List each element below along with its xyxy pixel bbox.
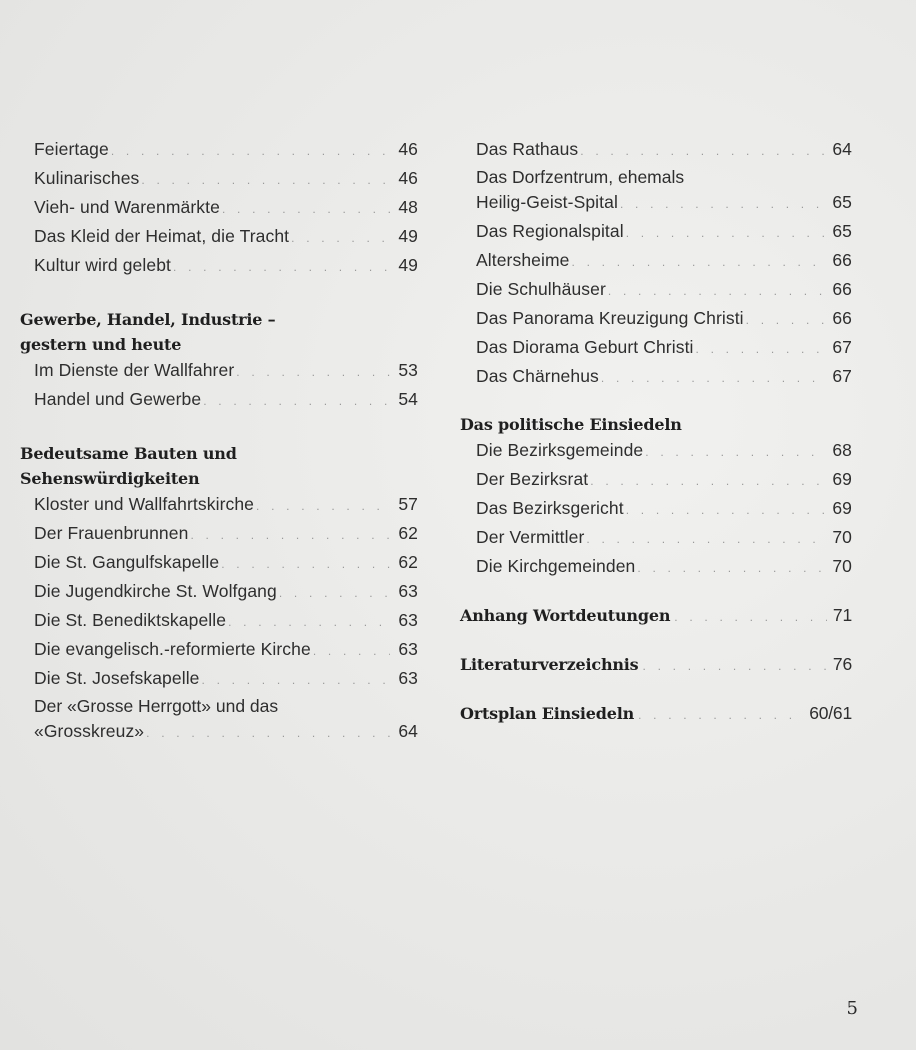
toc-entry[interactable]	[460, 276, 852, 305]
toc-section-2	[20, 307, 418, 415]
dot-leader	[221, 551, 390, 578]
toc-entry[interactable]	[460, 136, 852, 165]
dot-leader	[696, 336, 824, 363]
toc-entry-page: 62	[398, 552, 418, 572]
toc-entry-title: Die Jugendkirche St. Wolfgang	[34, 581, 277, 601]
toc-entry[interactable]	[460, 437, 852, 466]
toc-entry[interactable]	[460, 189, 852, 218]
dot-leader	[674, 604, 827, 631]
toc-entry[interactable]	[20, 136, 418, 165]
toc-entry-title: Das Diorama Geburt Christi	[476, 337, 694, 357]
toc-entry-title: Die Bezirksgemeinde	[476, 440, 644, 460]
toc-entry-title: Der Frauenbrunnen	[34, 523, 189, 543]
toc-section-buildings-cont	[460, 136, 852, 392]
toc-entry-page: 63	[398, 639, 418, 659]
toc-entry[interactable]	[20, 194, 418, 223]
toc-section-3	[20, 441, 418, 747]
toc-entry-title: Altersheime	[476, 250, 570, 270]
dot-leader	[590, 468, 824, 495]
dot-leader	[746, 307, 824, 334]
toc-entry[interactable]	[460, 524, 852, 553]
toc-entry[interactable]	[460, 334, 852, 363]
toc-entry[interactable]	[20, 252, 418, 281]
dot-leader	[645, 439, 824, 466]
dot-leader	[203, 388, 390, 415]
section-gap	[460, 392, 852, 412]
section-gap	[20, 281, 418, 307]
dot-leader	[256, 493, 390, 520]
toc-entry-title: Die Kirchgemeinden	[476, 556, 636, 576]
toc-left-column	[20, 136, 418, 747]
toc-entry-page: 70	[832, 527, 852, 547]
toc-entry-title: Das Regionalspital	[476, 221, 624, 241]
toc-entry-title: Das Bezirksgericht	[476, 498, 624, 518]
dot-leader	[222, 196, 390, 223]
toc-entry[interactable]	[20, 607, 418, 636]
toc-entry-page: 49	[398, 226, 418, 246]
toc-entry-page: 65	[832, 192, 852, 212]
dot-leader	[608, 278, 824, 305]
toc-entry-page: 63	[398, 581, 418, 601]
toc-entry[interactable]	[20, 578, 418, 607]
toc-entry-page: 76	[832, 654, 852, 674]
toc-entry-page: 66	[832, 279, 852, 299]
dot-leader	[586, 526, 824, 553]
toc-entry[interactable]	[460, 305, 852, 334]
toc-entry-title-line1[interactable]: Der «Grosse Herrgott» und das	[34, 696, 279, 716]
dot-leader	[141, 167, 390, 194]
toc-entry[interactable]	[20, 549, 418, 578]
toc-entry[interactable]	[20, 636, 418, 665]
toc-entry-title: Handel und Gewerbe	[34, 389, 202, 409]
toc-entry[interactable]	[20, 665, 418, 694]
toc-entry[interactable]	[20, 520, 418, 549]
toc-heading-entry-bibliography[interactable]	[460, 651, 852, 680]
toc-entry-page: 69	[832, 469, 852, 489]
toc-entry[interactable]	[460, 218, 852, 247]
section-heading: Literaturverzeichnis	[460, 655, 639, 674]
toc-entry-page: 71	[832, 605, 852, 625]
toc-entry-title: Das Panorama Kreuzigung Christi	[476, 308, 744, 328]
dot-leader	[620, 191, 824, 218]
section-heading-line[interactable]: gestern und heute	[20, 335, 182, 354]
toc-entry-title-line1[interactable]: Das Dorfzentrum, ehemals	[476, 167, 685, 187]
dot-leader	[173, 254, 390, 281]
toc-heading-entry-appendix[interactable]	[460, 602, 852, 631]
dot-leader	[228, 609, 390, 636]
section-heading[interactable]: Das politische Einsiedeln	[460, 415, 682, 434]
toc-entry-page: 70	[832, 556, 852, 576]
dot-leader	[580, 138, 824, 165]
toc-entry[interactable]	[20, 223, 418, 252]
toc-entry-title: Vieh- und Warenmärkte	[34, 197, 220, 217]
toc-entry[interactable]	[20, 165, 418, 194]
toc-entry[interactable]	[460, 247, 852, 276]
toc-entry-page: 68	[832, 440, 852, 460]
toc-entry-title: Die evangelisch.-reformierte Kirche	[34, 639, 311, 659]
toc-entry-title-line2: Heilig-Geist-Spital	[476, 192, 618, 212]
toc-entry-page: 62	[398, 523, 418, 543]
section-gap	[460, 680, 852, 700]
dot-leader	[111, 138, 390, 165]
toc-entry-title: Die St. Gangulfskapelle	[34, 552, 220, 572]
toc-entry[interactable]	[20, 491, 418, 520]
dot-leader	[236, 359, 390, 386]
dot-leader	[190, 522, 390, 549]
dot-leader	[643, 653, 827, 680]
toc-entry-page: 65	[832, 221, 852, 241]
toc-entry-title: Die St. Benediktskapelle	[34, 610, 227, 630]
toc-entry-title: Feiertage	[34, 139, 109, 159]
toc-entry-page: 63	[398, 610, 418, 630]
toc-entry-title: Kloster und Wallfahrtskirche	[34, 494, 255, 514]
section-heading: Ortsplan Einsiedeln	[460, 704, 635, 723]
page-number: 5	[846, 998, 858, 1019]
dot-leader	[638, 702, 803, 729]
toc-entry[interactable]	[20, 386, 418, 415]
toc-entry[interactable]	[460, 553, 852, 582]
toc-entry-page: 66	[832, 250, 852, 270]
toc-entry-page: 48	[398, 197, 418, 217]
dot-leader	[626, 220, 824, 247]
toc-section-1	[20, 136, 418, 281]
toc-entry-page: 64	[832, 139, 852, 159]
toc-entry-page: 67	[832, 366, 852, 386]
dot-leader	[626, 497, 824, 524]
section-heading: Anhang Wortdeutungen	[460, 606, 671, 625]
toc-entry-title: Die St. Josefskapelle	[34, 668, 200, 688]
toc-entry-page: 53	[398, 360, 418, 380]
toc-entry-page: 69	[832, 498, 852, 518]
toc-entry[interactable]	[460, 495, 852, 524]
toc-entry-page: 57	[398, 494, 418, 514]
toc-entry-page: 60/61	[809, 703, 852, 723]
dot-leader	[313, 638, 390, 665]
toc-entry[interactable]	[460, 363, 852, 392]
toc-section-politics	[460, 412, 852, 582]
toc-entry[interactable]	[20, 718, 418, 747]
dot-leader	[637, 555, 824, 582]
section-heading-line[interactable]: Gewerbe, Handel, Industrie –	[20, 310, 276, 329]
toc-entry-page: 49	[398, 255, 418, 275]
section-gap	[460, 582, 852, 602]
toc-entry-page: 67	[832, 337, 852, 357]
toc-entry-title: Das Rathaus	[476, 139, 579, 159]
toc-right-column	[460, 136, 852, 729]
dot-leader	[601, 365, 824, 392]
toc-entry-title: Die Schulhäuser	[476, 279, 606, 299]
section-heading[interactable]: Bedeutsame Bauten und Sehenswürdigkeiten	[20, 444, 237, 488]
dot-leader	[202, 667, 390, 694]
toc-entry[interactable]	[20, 357, 418, 386]
toc-entry[interactable]	[460, 466, 852, 495]
toc-entry-title: Das Kleid der Heimat, die Tracht	[34, 226, 290, 246]
section-gap	[460, 631, 852, 651]
dot-leader	[279, 580, 390, 607]
toc-entry-page: 46	[398, 168, 418, 188]
toc-entry-title: Kultur wird gelebt	[34, 255, 172, 275]
toc-entry-title: Der Bezirksrat	[476, 469, 589, 489]
toc-heading-entry-map[interactable]	[460, 700, 852, 729]
toc-entry-page: 64	[398, 721, 418, 741]
toc-entry-page: 46	[398, 139, 418, 159]
dot-leader	[146, 720, 390, 747]
toc-entry-title-line2: «Grosskreuz»	[34, 721, 145, 741]
toc-entry-title: Das Chärnehus	[476, 366, 599, 386]
dot-leader	[291, 225, 390, 252]
toc-entry-title: Der Vermittler	[476, 527, 585, 547]
toc-entry-page: 66	[832, 308, 852, 328]
section-gap	[20, 415, 418, 441]
toc-entry-title: Kulinarisches	[34, 168, 140, 188]
toc-entry-title: Im Dienste der Wallfahrer	[34, 360, 235, 380]
toc-entry-page: 63	[398, 668, 418, 688]
toc-entry-page: 54	[398, 389, 418, 409]
dot-leader	[572, 249, 825, 276]
